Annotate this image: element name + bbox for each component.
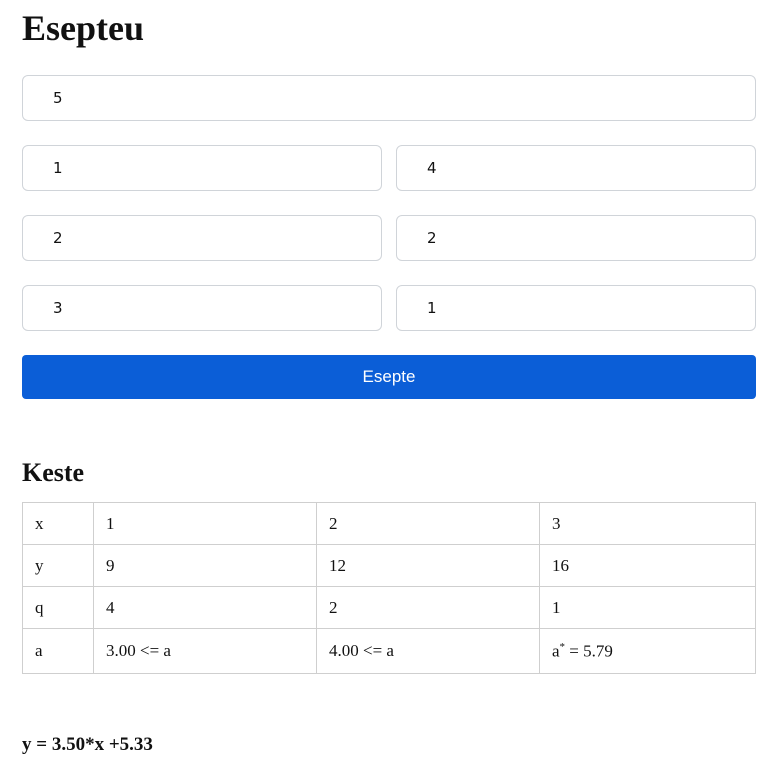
q1-input[interactable] (396, 145, 756, 191)
table-row-y (23, 545, 756, 587)
q2-input[interactable] (396, 215, 756, 261)
optimal-a-symbol: a (552, 641, 560, 661)
optimal-a-star: * (559, 640, 566, 653)
calculate-button[interactable]: Esepte (22, 355, 756, 399)
result-table (22, 502, 756, 674)
table-cell: 16 (540, 545, 756, 587)
table-cell: 9 (94, 545, 317, 587)
n-input[interactable] (22, 75, 756, 121)
x2-input[interactable] (22, 215, 382, 261)
result-heading: Keste (22, 458, 85, 487)
x1-input[interactable] (22, 145, 382, 191)
row-label: a (23, 629, 94, 674)
table-cell: 3 (540, 503, 756, 545)
table-row-x (23, 503, 756, 545)
row-label: q (23, 587, 94, 629)
row-label: y (23, 545, 94, 587)
optimal-a-cell (540, 629, 756, 674)
table-cell: 4.00 <= a (317, 629, 540, 674)
table-cell: 1 (540, 587, 756, 629)
q3-input[interactable] (396, 285, 756, 331)
table-row-a (23, 629, 756, 674)
table-row-q (23, 587, 756, 629)
regression-formula: y = 3.50*x +5.33 (22, 734, 153, 755)
table-cell: 12 (317, 545, 540, 587)
table-cell: 1 (94, 503, 317, 545)
table-cell: 2 (317, 587, 540, 629)
row-label: x (23, 503, 94, 545)
x3-input[interactable] (22, 285, 382, 331)
table-cell: 4 (94, 587, 317, 629)
table-cell: 3.00 <= a (94, 629, 317, 674)
optimal-a-value: = 5.79 (565, 641, 613, 661)
page-title: Esepteu (22, 8, 145, 48)
table-cell: 2 (317, 503, 540, 545)
